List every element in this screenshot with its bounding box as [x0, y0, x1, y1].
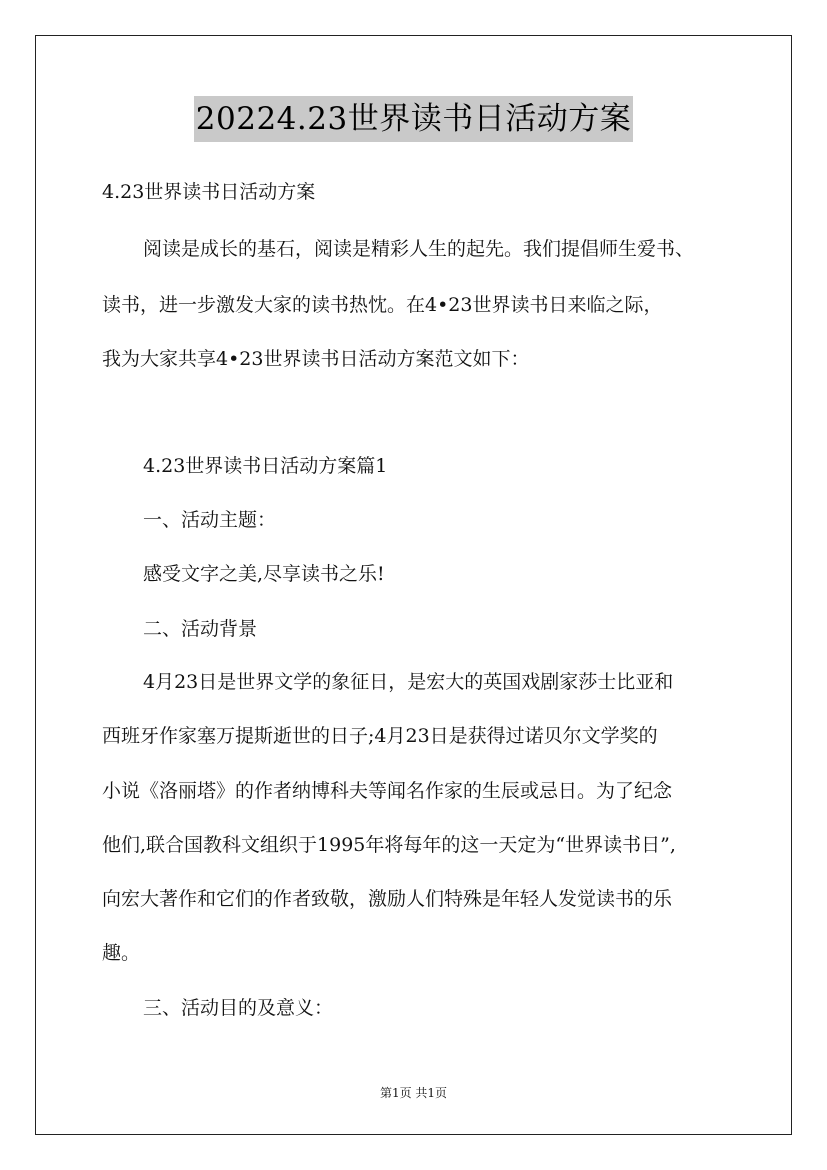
- intro-line-1: 阅读是成长的基石，阅读是精彩人生的起先。我们提倡师生爱书、: [143, 238, 695, 260]
- purpose-heading: 三、活动目的及意义：: [143, 997, 334, 1019]
- intro-line-2: 读书，进一步激发大家的读书热忱。在4•23世界读书日来临之际，: [102, 294, 663, 316]
- background-line-3: 小说《洛丽塔》的作者纳博科夫等闻名作家的生辰或忌日。为了纪念: [102, 780, 673, 802]
- background-line-5: 向宏大著作和它们的作者致敬，激励人们特殊是年轻人发觉读书的乐: [102, 888, 673, 910]
- background-heading: 二、活动背景: [143, 618, 258, 640]
- document-subtitle: 4.23世界读书日活动方案: [102, 181, 316, 203]
- intro-line-3: 我为大家共享4•23世界读书日活动方案范文如下：: [102, 348, 530, 370]
- theme-heading: 一、活动主题：: [143, 509, 277, 531]
- background-line-4: 他们,联合国教科文组织于1995年将每年的这一天定为“世界读书日”,: [102, 834, 676, 856]
- background-line-1: 4月23日是世界文学的象征日，是宏大的英国戏剧家莎士比亚和: [143, 671, 674, 693]
- background-line-6: 趣。: [102, 942, 141, 964]
- background-line-2: 西班牙作家塞万提斯逝世的日子;4月23日是获得过诺贝尔文学奖的: [102, 725, 658, 747]
- title-container: [0, 96, 827, 142]
- theme-text: 感受文字之美,尽享读书之乐!: [143, 563, 385, 585]
- page-footer: 第1页 共1页: [379, 1086, 448, 1100]
- section-heading: 4.23世界读书日活动方案篇1: [143, 455, 388, 477]
- document-title: 20224.23世界读书日活动方案: [194, 96, 633, 142]
